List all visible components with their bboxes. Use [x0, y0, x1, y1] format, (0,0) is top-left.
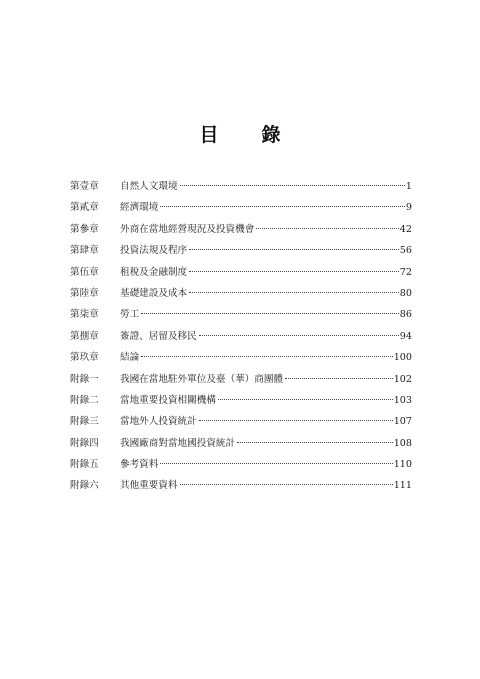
- toc-chapter-number: 第貳章: [70, 202, 99, 214]
- dot-leader: [199, 335, 399, 336]
- dot-leader: [180, 185, 405, 186]
- toc-entry[interactable]: [70, 369, 412, 390]
- toc-entry-title: 經濟環境: [120, 202, 159, 214]
- toc-chapter-number: 附錄一: [70, 373, 99, 385]
- toc-entry[interactable]: [70, 433, 412, 454]
- page-title: 目 錄: [199, 124, 293, 146]
- toc-entry[interactable]: [70, 283, 412, 304]
- toc-entry-title: 基礎建設及成本: [120, 287, 188, 299]
- dot-leader: [141, 313, 399, 314]
- dot-leader: [189, 249, 399, 250]
- toc-page-number: 56: [399, 245, 412, 257]
- toc-entry[interactable]: [70, 176, 412, 197]
- toc-entry[interactable]: [70, 390, 412, 411]
- toc-page-number: 108: [393, 437, 412, 449]
- toc-entry[interactable]: [70, 347, 412, 368]
- toc-chapter-number: 第玖章: [70, 352, 99, 364]
- toc-entry-title: 自然人文環境: [120, 181, 178, 192]
- toc-entry[interactable]: [70, 197, 412, 218]
- dot-leader: [256, 228, 398, 229]
- toc-page-number: 103: [393, 394, 412, 406]
- dot-leader: [218, 399, 393, 400]
- toc-page-number: 80: [399, 287, 412, 299]
- dot-leader: [237, 442, 393, 443]
- toc-entry[interactable]: [70, 240, 412, 261]
- toc-chapter-number: 第參章: [70, 223, 99, 235]
- dot-leader: [285, 378, 393, 379]
- toc-chapter-number: 附錄二: [70, 394, 99, 406]
- toc-entry[interactable]: [70, 219, 412, 240]
- toc-entry[interactable]: [70, 454, 412, 475]
- toc-page-number: 107: [393, 416, 412, 428]
- toc-entry-title: 外商在當地經營現況及投資機會: [120, 223, 255, 235]
- toc-entry-title: 勞工: [120, 309, 140, 321]
- toc-page-number: 1: [405, 181, 412, 192]
- toc-page-number: 42: [399, 223, 412, 235]
- toc-entry-title: 其他重要資料: [120, 480, 178, 492]
- toc-entry-title: 當地外人投資統計: [120, 416, 197, 428]
- toc-entry-title: 簽證、居留及移民: [120, 330, 197, 342]
- toc-entry[interactable]: [70, 475, 412, 496]
- toc-chapter-number: 第捌章: [70, 330, 99, 342]
- toc-entry-title: 租稅及金融制度: [120, 266, 188, 278]
- toc-entry[interactable]: [70, 262, 412, 283]
- toc-page-number: 94: [399, 330, 412, 342]
- toc-page-number: 86: [399, 309, 412, 321]
- toc-chapter-number: 附錄六: [70, 480, 99, 492]
- toc-page-number: 100: [393, 352, 412, 364]
- toc-entry-title: 我國在當地駐外單位及臺（華）商團體: [120, 373, 284, 385]
- toc-page-number: 72: [399, 266, 412, 278]
- dot-leader: [189, 292, 399, 293]
- toc-page-number: 111: [393, 480, 412, 492]
- toc-entry[interactable]: [70, 326, 412, 347]
- dot-leader: [160, 463, 392, 464]
- dot-leader: [141, 356, 393, 357]
- toc-entry-title: 當地重要投資相關機構: [120, 394, 216, 406]
- toc-chapter-number: 第壹章: [70, 181, 99, 192]
- toc-entry[interactable]: [70, 304, 412, 325]
- toc-chapter-number: 第柒章: [70, 309, 99, 321]
- toc-page-number: 110: [393, 459, 412, 471]
- toc-entry-title: 我國廠商對當地國投資統計: [120, 437, 236, 449]
- dot-leader: [160, 206, 405, 207]
- toc-entry-title: 參考資料: [120, 459, 159, 471]
- toc-entry-title: 結論: [120, 352, 140, 364]
- toc-entry[interactable]: [70, 411, 412, 432]
- toc-page-number: 102: [393, 373, 412, 385]
- toc-entry-title: 投資法規及程序: [120, 245, 188, 257]
- toc-chapter-number: 附錄四: [70, 437, 99, 449]
- table-of-contents: [70, 176, 412, 497]
- toc-chapter-number: 第陸章: [70, 287, 99, 299]
- dot-leader: [180, 484, 393, 485]
- dot-leader: [189, 271, 399, 272]
- toc-page-number: 9: [405, 202, 412, 214]
- toc-chapter-number: 附錄五: [70, 459, 99, 471]
- dot-leader: [199, 420, 393, 421]
- toc-chapter-number: 第伍章: [70, 266, 99, 278]
- toc-chapter-number: 第肆章: [70, 245, 99, 257]
- toc-chapter-number: 附錄三: [70, 416, 99, 428]
